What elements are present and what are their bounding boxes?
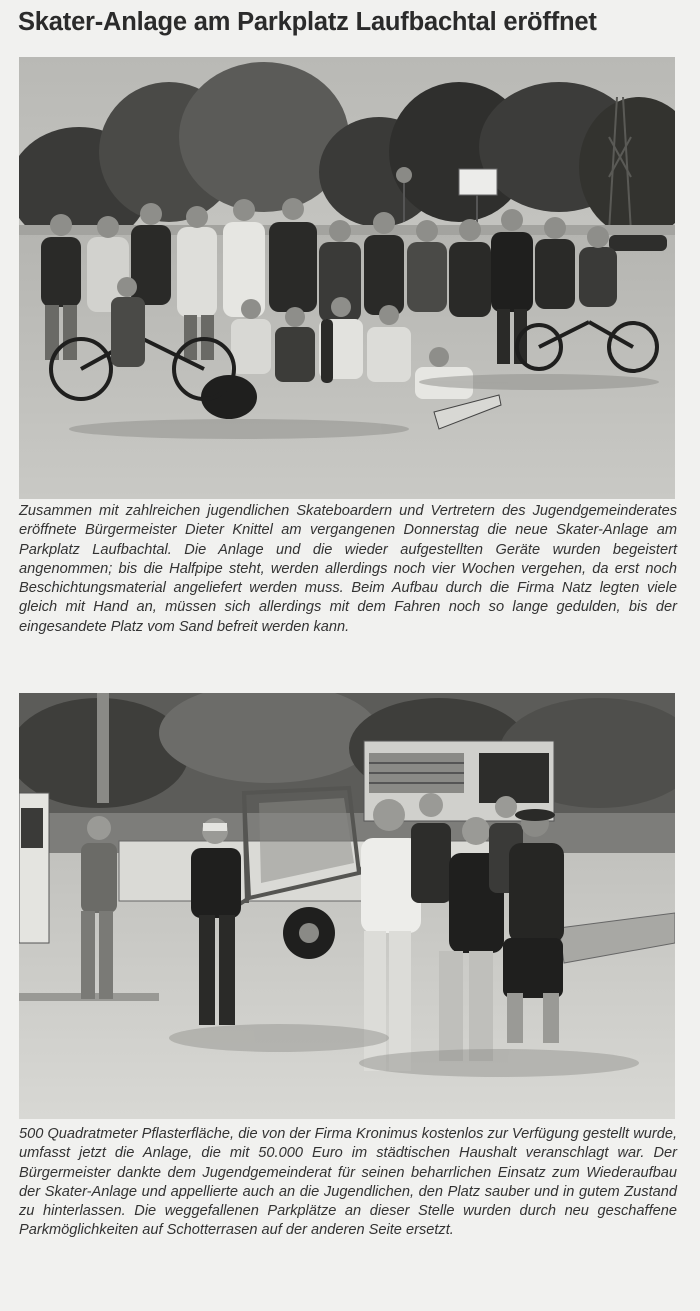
caption-ramp-photo: 500 Quadratmeter Pflasterfläche, die von der Firma Kronimus kostenlos zur Verfügung gestellt wurde, umfasst jetzt die Anlage, die mit 50.000 Euro im städtischen Haushalt veranschlagt war. Der Bürgermeister dankte dem Jugendgemeinderat für seinen beharrlichen Einsatz zum Wiederaufbau der Skater-Anlage und appellierte auch an die Jugendlichen, den Platz sauber und in gutem Zustand zu hinterlassen. Die weggefallenen Parkplätze an dieser Stelle wurden durch neu geschaffene Parkmöglichkeiten auf Schotterrasen auf der anderen Seite ersetzt. (19, 1126, 677, 1239)
group-photo (19, 57, 675, 499)
article-headline: Skater-Anlage am Parkplatz Laufbachtal eröffnet (18, 8, 597, 36)
caption-group-photo: Zusammen mit zahlreichen jugendlichen Skateboardern und Vertretern des Jugendgemeinderates eröffnete Bürgermeister Dieter Knittel am vergangenen Donnerstag die neue Skater-Anlage am Parkplatz Laufbachtal. Die Anlage und die wieder aufgestellten Geräte wurden begeistert angenommen; bis die Halfpipe steht, werden allerdings noch vier Wochen vergehen, da erst noch Beschichtungsmaterial angeliefert werden muss. Beim Aufbau durch die Firma Natz legten viele gleich mit Hand an, müssen sich allerdings mit dem Fahren noch so lange gedulden, bis der eingesandete Platz vom Sand befreit werden kann. (19, 503, 677, 635)
ramp-assembly-photo (19, 693, 675, 1119)
